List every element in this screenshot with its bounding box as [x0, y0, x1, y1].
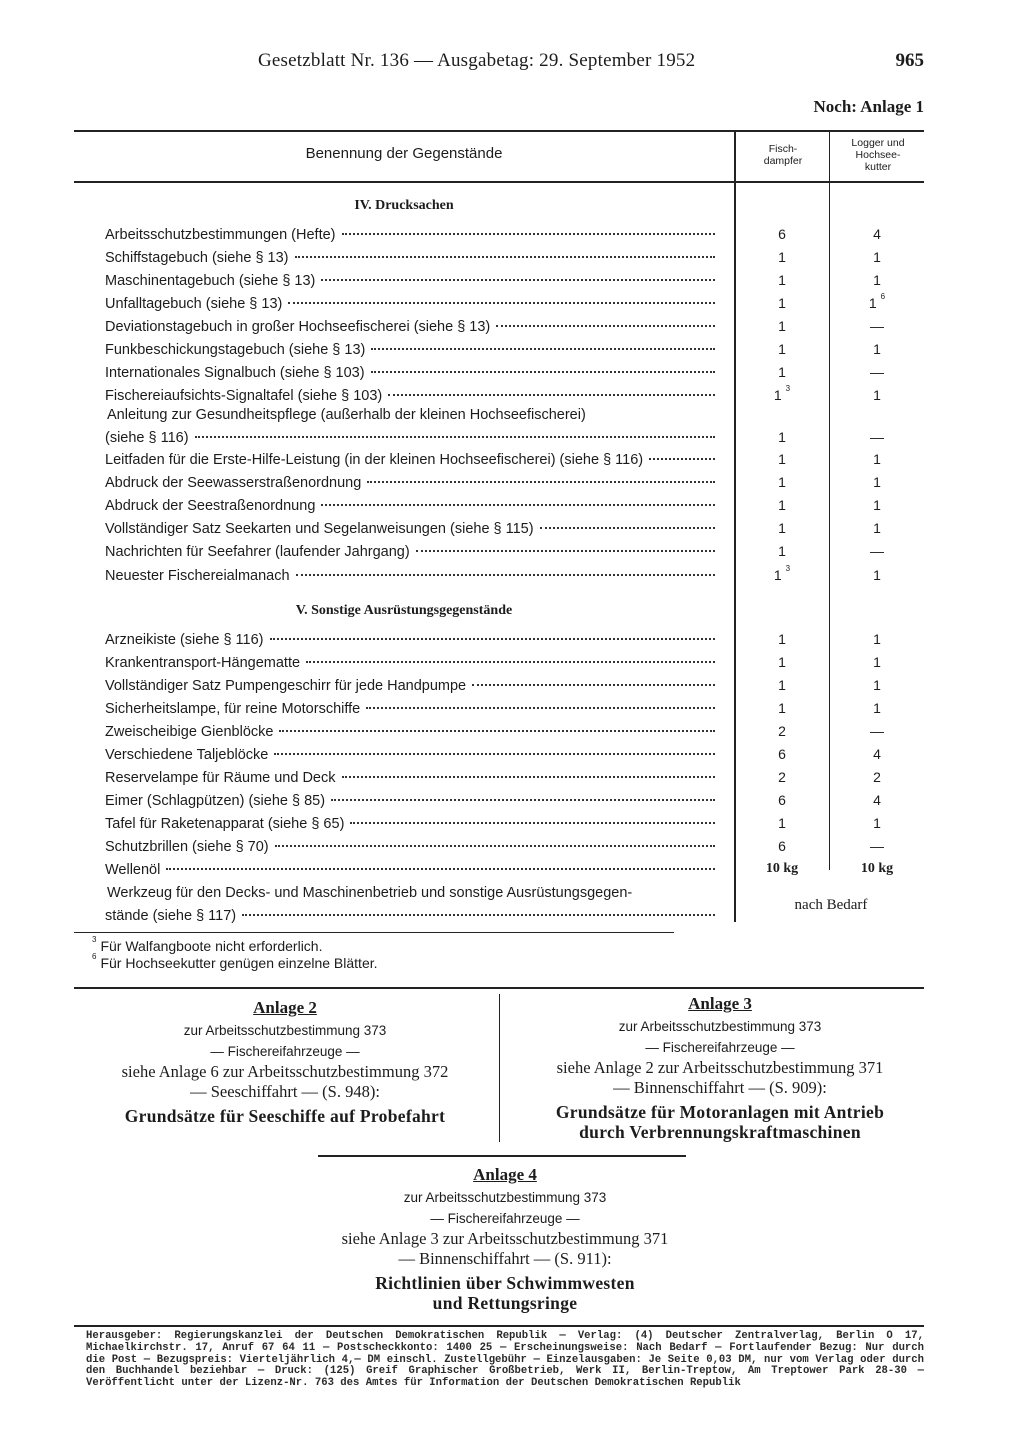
row-label: Zweischeibige Gienblöcke [105, 724, 274, 740]
dot-leader [275, 845, 715, 847]
anlage-2-title: Anlage 2 [253, 998, 317, 1017]
fischdampfer-value [752, 815, 812, 831]
cell-value: 1 [778, 497, 786, 513]
row-label: Vollständiger Satz Pumpengeschirr für jede Handpumpe [105, 678, 467, 694]
logger-value [847, 292, 907, 311]
logger-value [847, 387, 907, 403]
fischdampfer-value [752, 677, 812, 693]
row-label: Fischereiaufsichts-Signaltafel (siehe § 103) [105, 388, 383, 404]
cell-value: 4 [873, 746, 881, 762]
cell-value: 2 [873, 769, 881, 785]
column-header-fischdampfer [738, 143, 828, 167]
column-header-fischdampfer-line1: Fisch- [768, 143, 798, 155]
anlage-3-title: Anlage 3 [688, 994, 752, 1013]
cell-value: 1 [873, 474, 881, 490]
row-label: Leitfaden für die Erste-Hilfe-Leistung (in der kleinen Hochseefischerei) (siehe § 116) [105, 452, 644, 468]
logger-value [847, 631, 907, 647]
row-label: Internationales Signalbuch (siehe § 103) [105, 365, 365, 381]
dot-leader [321, 504, 715, 506]
logger-value [847, 723, 907, 739]
fischdampfer-value [752, 861, 812, 877]
fischdampfer-value [752, 474, 812, 490]
annex-column-divider [499, 994, 500, 1142]
fischdampfer-value [752, 520, 812, 536]
footnote-6 [92, 952, 378, 971]
anlage-4-heading: und Rettungsringe [432, 1293, 578, 1313]
table-row-label [105, 364, 715, 382]
cell-value: 1 [873, 654, 881, 670]
table-row-label [105, 700, 715, 718]
anlage-2-line: — Seeschiffahrt — (S. 948): [190, 1082, 380, 1101]
logger-value [847, 318, 907, 334]
table-row-label [105, 474, 715, 492]
row-label: Reservelampe für Räume und Deck [105, 770, 336, 786]
dot-leader [242, 914, 715, 916]
logger-value [847, 746, 907, 762]
cell-value: — [870, 543, 884, 559]
row-label: stände (siehe § 117) [105, 908, 237, 924]
cell-value: 1 [778, 341, 786, 357]
anlage-3-heading: Grundsätze für Motoranlagen mit Antrieb [555, 1102, 885, 1122]
logger-value [847, 429, 907, 445]
footnote-3 [92, 935, 323, 954]
dot-leader [166, 868, 715, 870]
anlage-2-line: zur Arbeitsschutzbestimmung 373 [183, 1023, 387, 1038]
table-row-label [105, 792, 715, 810]
publisher-imprint: Herausgeber: Regierungskanzlei der Deutschen Demokratischen Republik — Verlag: (4) Deutscher Zentralverlag, Berlin O 17, Michaelkirchstr. 17, Anruf 67 64 11 — Postscheckkonto: 1400 25 — Erscheinungsweise: Nach Bedarf — Fortlaufender Bezug: Nur durch die Post — Bezugspreis: Vierteljährlich 4,— DM einschl. Zustellgebühr — Einzelausgaben: Je Seite 0,03 DM, nur vom Verlag oder durch den Buchhandel beziehbar — Druck: (125) Greif Graphischer Großbetrieb, Werk II, Berlin-Treptow, Am Treptower Park 28-30 — Veröffentlicht unter der Lizenz-Nr. 763 des Amtes für Information der Deutschen Demokratischen Republik [86, 1330, 924, 1390]
cell-value: 1 [778, 451, 786, 467]
row-label: Sicherheitslampe, für reine Motorschiffe [105, 701, 361, 717]
fischdampfer-value [752, 838, 812, 854]
fischdampfer-value [752, 564, 812, 583]
dot-leader [331, 799, 715, 801]
cell-value: 1 [873, 677, 881, 693]
cell-value: 1 [778, 429, 786, 445]
row-label: Tafel für Raketenapparat (siehe § 65) [105, 816, 345, 832]
cell-value: 1 [778, 654, 786, 670]
table-top-rule [74, 130, 924, 132]
cell-value: 1 [773, 387, 782, 403]
logger-value [847, 474, 907, 490]
row-label: Abdruck der Seestraßenordnung [105, 498, 316, 514]
table-row-label [105, 861, 715, 879]
cell-value: 1 [873, 567, 881, 583]
anlage-3-block [510, 994, 930, 1142]
cell-value: 1 [873, 520, 881, 536]
dot-leader [366, 707, 715, 709]
cell-value: 4 [873, 792, 881, 808]
table-row-label [105, 497, 715, 515]
row-label: Wellenöl [105, 862, 161, 878]
cell-value: 2 [778, 769, 786, 785]
fischdampfer-value [752, 272, 812, 288]
logger-value [847, 815, 907, 831]
dot-leader [388, 394, 715, 396]
cell-value: — [870, 318, 884, 334]
row-label: (siehe § 116) [105, 430, 189, 446]
cell-value: 6 [778, 838, 786, 854]
table-row-label [105, 249, 715, 267]
fischdampfer-value [752, 249, 812, 265]
column-header-logger-line2: Hochsee- [855, 149, 901, 161]
dot-leader [342, 776, 716, 778]
fischdampfer-value [752, 429, 812, 445]
section-title-v: V. Sonstige Ausrüstungsgegenstände [295, 603, 513, 618]
cell-value: — [870, 838, 884, 854]
fischdampfer-value [752, 341, 812, 357]
cell-value: 1 [873, 387, 881, 403]
anlage-2-block [80, 998, 490, 1126]
fischdampfer-value [752, 746, 812, 762]
table-row-label [105, 885, 715, 925]
logger-value [847, 567, 907, 583]
anlage-2-line: siehe Anlage 6 zur Arbeitsschutzbestimmung 372 [121, 1062, 449, 1081]
cell-value: 1 [868, 295, 877, 311]
table-row-label [105, 318, 715, 336]
dot-leader [416, 550, 715, 552]
table-row-label [105, 341, 715, 359]
dot-leader [295, 256, 715, 258]
dot-leader [195, 436, 715, 438]
table-row-label [105, 677, 715, 695]
footnote-text: Für Hochseekutter genügen einzelne Blätter. [100, 955, 378, 971]
row-label: Nachrichten für Seefahrer (laufender Jahrgang) [105, 544, 410, 560]
cell-value: — [870, 723, 884, 739]
cell-value: 4 [873, 226, 881, 242]
cell-value: 6 [778, 792, 786, 808]
anlage-3-line: — Binnenschiffahrt — (S. 909): [613, 1078, 827, 1097]
cell-value: 1 [778, 677, 786, 693]
anlage-3-heading: durch Verbrennungskraftmaschinen [579, 1122, 861, 1142]
cell-value: 1 [778, 700, 786, 716]
logger-value [847, 700, 907, 716]
row-label: Schiffstagebuch (siehe § 13) [105, 250, 289, 266]
anlage-4-heading: Richtlinien über Schwimmwesten [375, 1273, 635, 1293]
cell-value: 1 [778, 815, 786, 831]
row-label: Funkbeschickungstagebuch (siehe § 13) [105, 342, 366, 358]
section-title-iv: IV. Drucksachen [354, 198, 454, 213]
table-row-label [105, 723, 715, 741]
fischdampfer-value [752, 723, 812, 739]
cell-value: 1 [873, 497, 881, 513]
dot-leader [371, 348, 715, 350]
footnote-mark: 6 [92, 952, 97, 962]
cell-value: 1 [778, 543, 786, 559]
cell-value: 1 [873, 700, 881, 716]
column-header-logger [832, 137, 924, 173]
table-row-label [105, 654, 715, 672]
fischdampfer-value [752, 792, 812, 808]
cell-value: 1 [778, 295, 786, 311]
anlage-4-block [290, 1165, 720, 1313]
cell-value: 6 [778, 746, 786, 762]
row-label: Neuester Fischereialmanach [105, 568, 290, 584]
fischdampfer-value [752, 451, 812, 467]
anlage-4-line: siehe Anlage 3 zur Arbeitsschutzbestimmung 371 [341, 1229, 669, 1248]
cell-value: 1 [873, 451, 881, 467]
cell-value: 1 [873, 272, 881, 288]
row-label: Maschinentagebuch (siehe § 13) [105, 273, 316, 289]
fischdampfer-value [752, 769, 812, 785]
dot-leader [367, 481, 715, 483]
logger-value [847, 654, 907, 670]
logger-value [847, 272, 907, 288]
fischdampfer-value [752, 364, 812, 380]
anlage-4-title: Anlage 4 [473, 1165, 537, 1184]
logger-value [847, 769, 907, 785]
continuation-label: Noch: Anlage 1 [813, 97, 924, 116]
running-header: Gesetzblatt Nr. 136 — Ausgabetag: 29. September 1952 [258, 50, 696, 71]
cell-value: 1 [778, 364, 786, 380]
dot-leader [472, 684, 715, 686]
logger-value [847, 838, 907, 854]
row-label: Unfalltagebuch (siehe § 13) [105, 296, 283, 312]
table-row-label [105, 226, 715, 244]
cell-value: 1 [873, 249, 881, 265]
table-bottom-rule [74, 932, 674, 933]
anlage-4-top-rule [318, 1155, 686, 1157]
cell-value: 1 [873, 341, 881, 357]
row-label: Abdruck der Seewasserstraßenordnung [105, 475, 362, 491]
anlage-3-line: siehe Anlage 2 zur Arbeitsschutzbestimmung 371 [556, 1058, 884, 1077]
dot-leader [342, 233, 716, 235]
dot-leader [649, 458, 715, 460]
row-label-first-line: Werkzeug für den Decks- und Maschinenbetrieb und sonstige Ausrüstungsgegen- [107, 885, 633, 901]
anlage-3-line: zur Arbeitsschutzbestimmung 373 [618, 1019, 822, 1034]
cell-value: 1 [778, 318, 786, 334]
column-header-item: Benennung der Gegenstände [305, 145, 503, 162]
row-label: Krankentransport-Hängematte [105, 655, 301, 671]
dot-leader [540, 527, 715, 529]
cell-value: 1 [873, 631, 881, 647]
row-label: Verschiedene Taljeblöcke [105, 747, 269, 763]
cell-value: 1 [778, 249, 786, 265]
column-header-fischdampfer-line2: dampfer [763, 155, 803, 167]
logger-value [847, 861, 907, 877]
dot-leader [371, 371, 715, 373]
anlage-4-line: — Binnenschiffahrt — (S. 911): [398, 1249, 612, 1268]
table-header-rule [74, 181, 924, 183]
table-row-label [105, 567, 715, 585]
logger-value [847, 677, 907, 693]
logger-value [847, 543, 907, 559]
logger-value [847, 226, 907, 242]
table-row-label [105, 387, 715, 405]
row-label: Arbeitsschutzbestimmungen (Hefte) [105, 227, 336, 243]
row-label-first-line: Anleitung zur Gesundheitspflege (außerhalb der kleinen Hochseefischerei) [107, 407, 586, 423]
table-row-label [105, 746, 715, 764]
fischdampfer-value [752, 631, 812, 647]
logger-value [847, 792, 907, 808]
row-label: Deviationstagebuch in großer Hochseefischerei (siehe § 13) [105, 319, 491, 335]
table-row-label [105, 543, 715, 561]
separator-rule [74, 987, 924, 989]
logger-value [847, 497, 907, 513]
table-row-label [105, 520, 715, 538]
table-row-label [105, 631, 715, 649]
fischdampfer-value [752, 497, 812, 513]
footnote-reference: 3 [785, 384, 791, 394]
fischdampfer-value [752, 543, 812, 559]
anlage-2-heading: Grundsätze für Seeschiffe auf Probefahrt [124, 1106, 446, 1126]
logger-value [847, 520, 907, 536]
row-label: Vollständiger Satz Seekarten und Segelanweisungen (siehe § 115) [105, 521, 534, 537]
table-row-label [105, 407, 715, 447]
footnote-text: Für Walfangboote nicht erforderlich. [100, 938, 323, 954]
footnote-mark: 3 [92, 935, 97, 945]
cell-value: 1 [778, 474, 786, 490]
cell-value: — [870, 364, 884, 380]
logger-value [847, 451, 907, 467]
column-header-logger-line3: kutter [864, 161, 892, 173]
cell-value: 1 [778, 631, 786, 647]
logger-value [847, 341, 907, 357]
cell-value: 1 [773, 567, 782, 583]
cell-value: 10 kg [860, 861, 894, 876]
fischdampfer-value [752, 384, 812, 403]
anlage-3-line: — Fischereifahrzeuge — [645, 1040, 795, 1055]
table-row-label [105, 769, 715, 787]
dot-leader [350, 822, 715, 824]
fischdampfer-value [752, 226, 812, 242]
footnote-reference: 6 [880, 292, 886, 302]
dot-leader [496, 325, 715, 327]
dot-leader [288, 302, 715, 304]
logger-value [847, 364, 907, 380]
cell-value: 1 [873, 815, 881, 831]
fischdampfer-value [752, 318, 812, 334]
anlage-4-line: — Fischereifahrzeuge — [430, 1211, 580, 1226]
column-divider-1 [734, 130, 736, 922]
table-row-label [105, 451, 715, 469]
footnote-reference: 3 [785, 564, 791, 574]
row-label: Schutzbrillen (siehe § 70) [105, 839, 269, 855]
cell-value: 10 kg [765, 861, 799, 876]
cell-value: 6 [778, 226, 786, 242]
dot-leader [296, 574, 715, 576]
fischdampfer-value [752, 295, 812, 311]
dot-leader [270, 638, 715, 640]
dot-leader [306, 661, 715, 663]
dot-leader [274, 753, 715, 755]
anlage-2-line: — Fischereifahrzeuge — [210, 1044, 360, 1059]
dot-leader [279, 730, 715, 732]
column-divider-2 [829, 130, 830, 870]
table-row-label [105, 815, 715, 833]
table-row-label [105, 838, 715, 856]
cell-value: 1 [778, 520, 786, 536]
table-row-label [105, 295, 715, 313]
dot-leader [321, 279, 715, 281]
cell-value: — [870, 429, 884, 445]
fischdampfer-value [752, 654, 812, 670]
table-row-label [105, 272, 715, 290]
row-label: Arzneikiste (siehe § 116) [105, 632, 264, 648]
cell-value: 1 [778, 272, 786, 288]
logger-value [847, 249, 907, 265]
nach-bedarf-value: nach Bedarf [794, 897, 868, 913]
fischdampfer-value [752, 700, 812, 716]
row-label: Eimer (Schlagpützen) (siehe § 85) [105, 793, 326, 809]
page-number: 965 [895, 50, 924, 71]
anlage-4-line: zur Arbeitsschutzbestimmung 373 [403, 1190, 607, 1205]
imprint-rule [74, 1325, 924, 1327]
column-header-logger-line1: Logger und [851, 137, 905, 149]
cell-value: 2 [778, 723, 786, 739]
